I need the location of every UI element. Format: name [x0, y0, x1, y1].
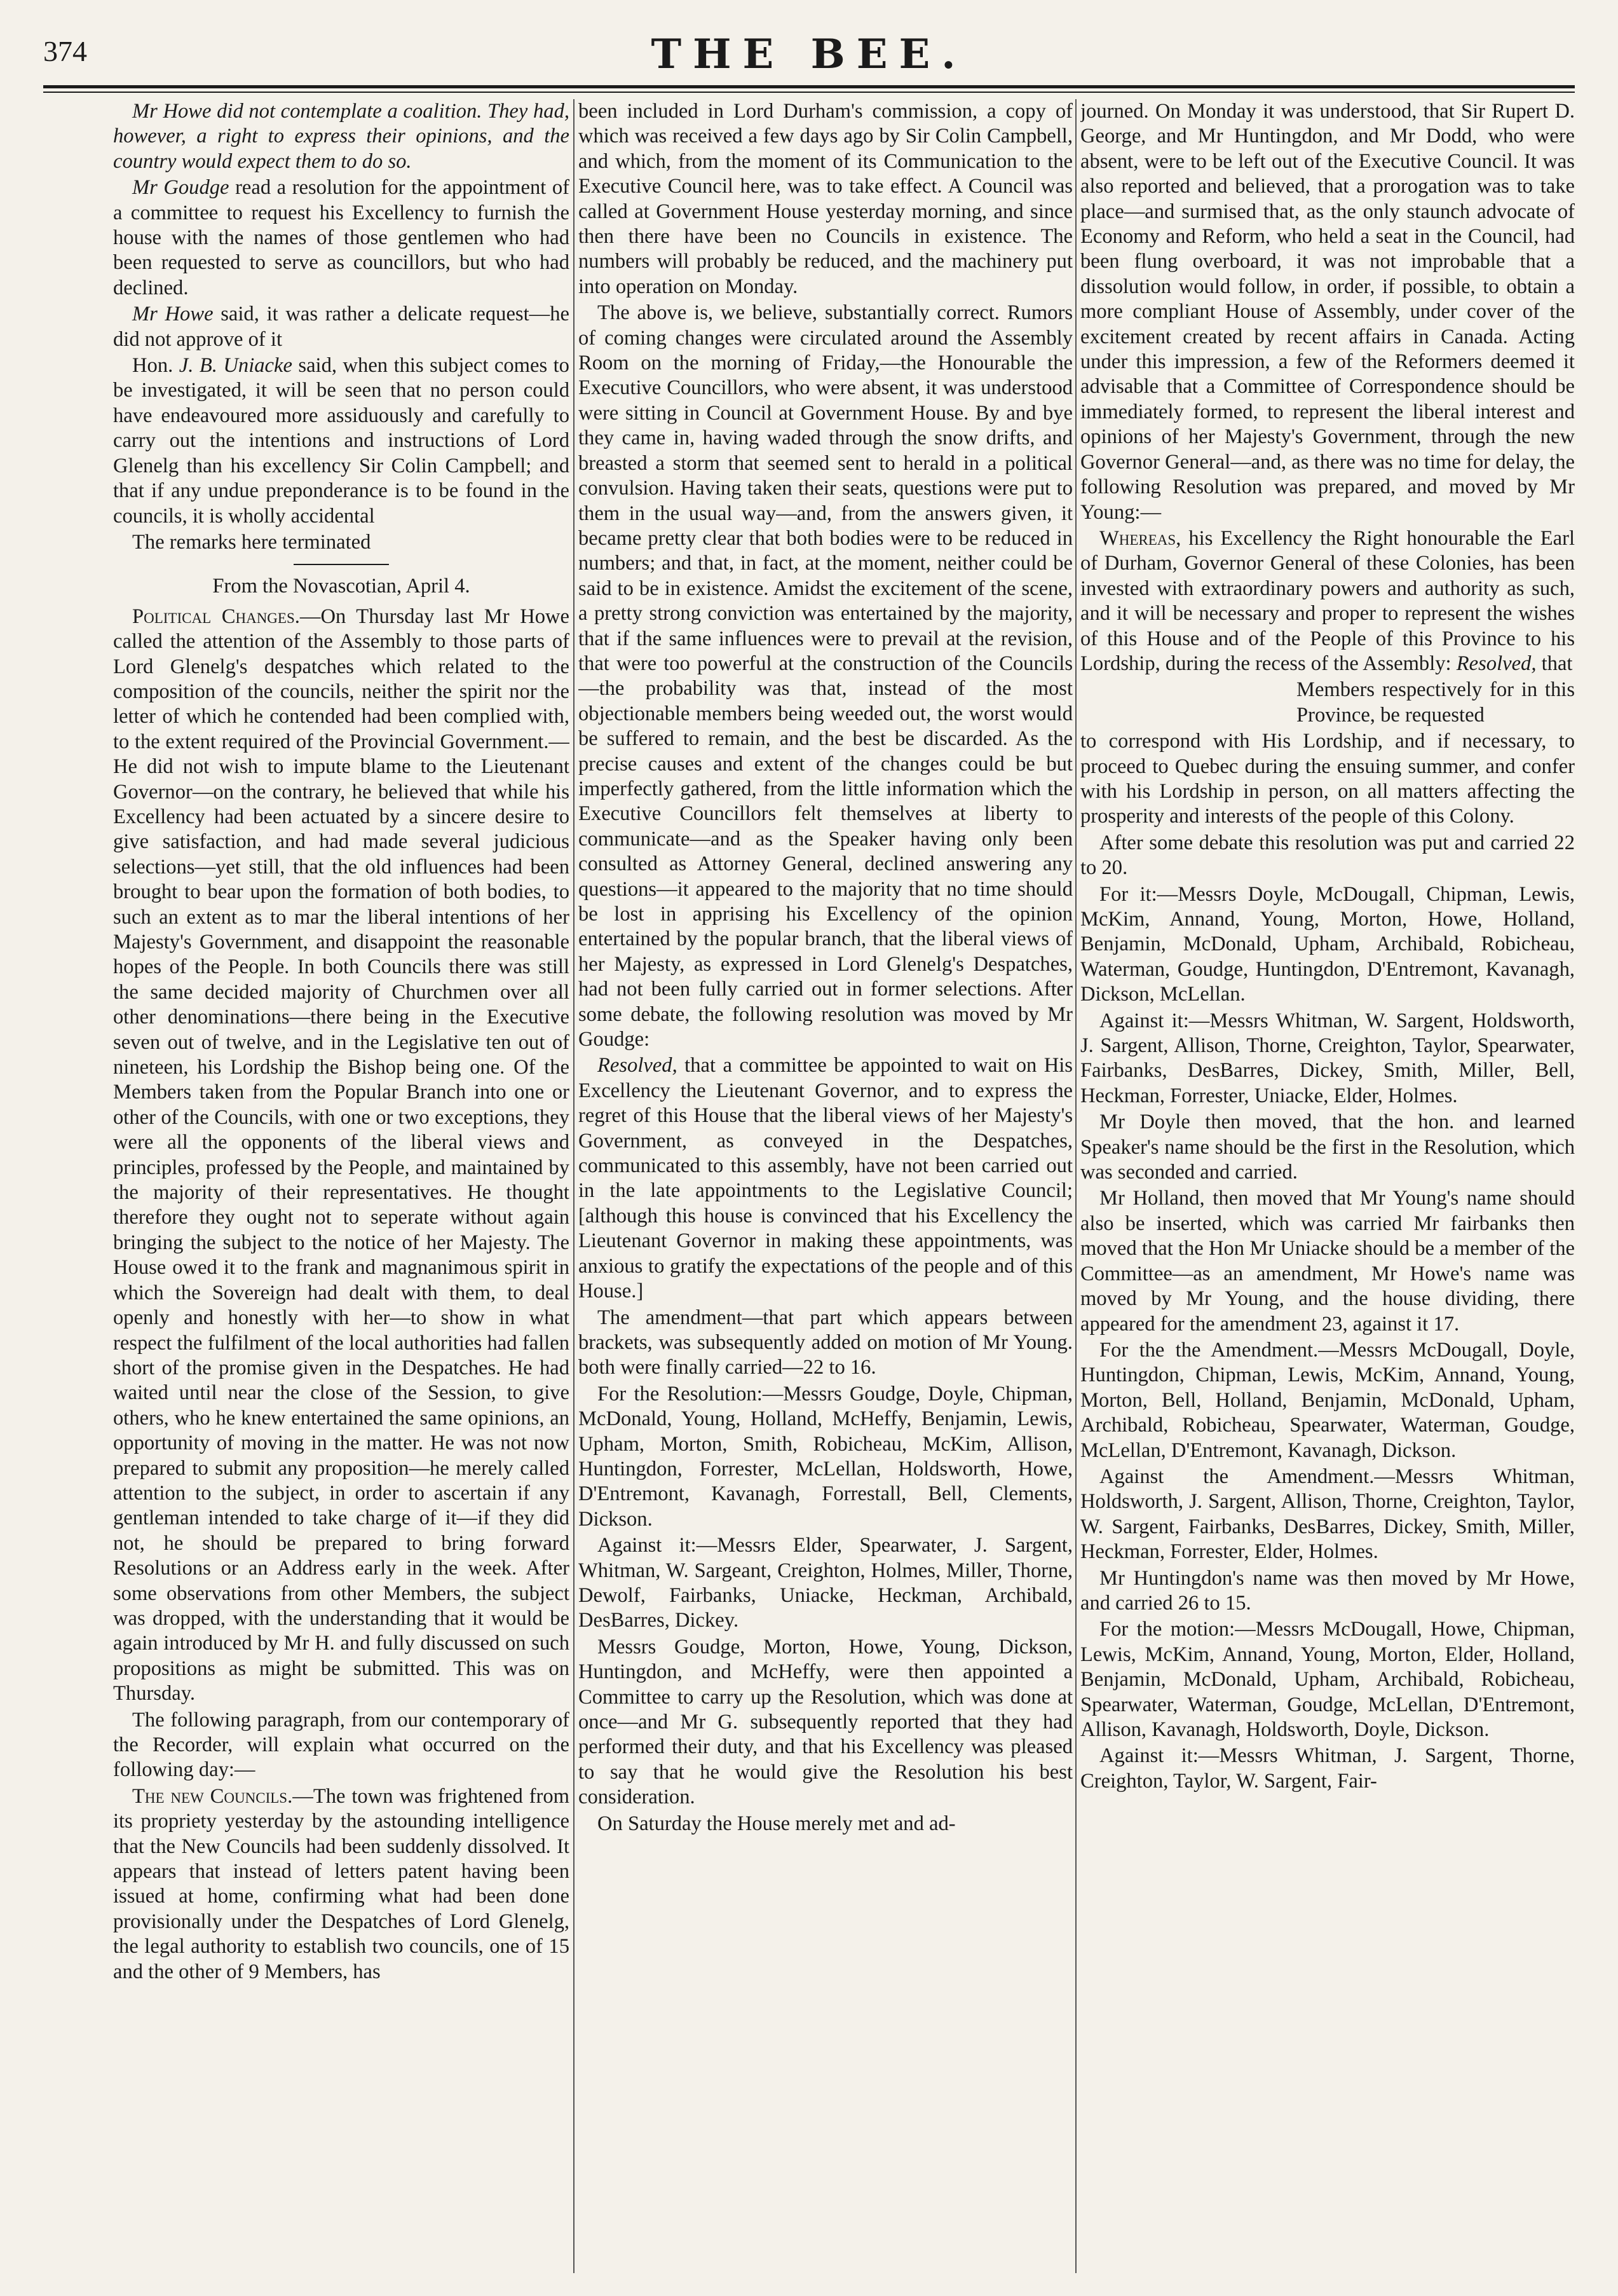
column-3: [1080, 99, 1575, 2273]
paragraph: Whereas, his Excellency the Right honourable the Earl of Durham, Governor General of these Colonies, has been invested with extraordinary powers and authority as such, and it will be necessary and proper to represent the wishes of this House and of the People of this Province to his Lordship, during the recess of the Assembly: Resolved, that: [1080, 526, 1575, 675]
paragraph: For it:—Messrs Doyle, McDougall, Chipman, Lewis, McKim, Annand, Young, Morton, Howe, Holland, Benjamin, McDonald, Upham, Archibald, Robicheau, Waterman, Goudge, Huntingdon, D'Entremont, Kavanagh, Dickson, McLellan.: [1080, 882, 1575, 1006]
newspaper-title: THE BEE.: [651, 31, 967, 78]
paragraph: For the the Amendment.—Messrs McDougall, Doyle, Huntingdon, Chipman, Lewis, McKim, Annand, Young, Morton, Bell, Holland, Benjamin, McDonald, Upham, Archibald, Robicheau, Spearwater, Waterman, Goudge, McLellan, D'Entremont, Kavanagh, Dickson.: [1080, 1338, 1575, 1462]
paragraph: Messrs Goudge, Morton, Howe, Young, Dickson, Huntingdon, and McHeffy, were then appointed a Committee to carry up the Resolution, which was done at once—and Mr G. subsequently reported that they had performed their duty, and that his Excellency was pleased to say that he would give the Resolution his best consideration.: [578, 1635, 1073, 1809]
paragraph: Members respectively for in this Province, be requested: [1296, 678, 1575, 727]
section-divider: [294, 564, 389, 565]
paragraph: The new Councils.—The town was frightened from its propriety yesterday by the astounding intelligence that the New Councils had been suddenly dissolved. It appears that instead of letters patent having been issued at home, confirming what had been done provisionally under the Despatches of Lord Glenelg, the legal authority to establish two councils, one of 15 and the other of 9 Members, has: [113, 1784, 569, 1983]
paragraph: to correspond with His Lordship, and if necessary, to proceed to Quebec during the ensuing summer, and confer with his Lordship in person, on all matters affecting the prosperity and interests of the people of this Colony.: [1080, 730, 1575, 828]
header-rule-thick: [43, 85, 1575, 88]
paragraph: The remarks here terminated: [132, 530, 371, 554]
source-line: From the Novascotian, April 4.: [212, 575, 470, 598]
paragraph: On Saturday the House merely met and ad-: [597, 1812, 956, 1835]
paragraph: been included in Lord Durham's commission, a copy of which was received a few days ago by Sir Colin Campbell, and which, from the moment of its Communication to the Executive Council here, was to take effect. A Council was called at Government House yesterday morning, and since then there have been no Councils in existence. The numbers will probably be reduced, and the machinery put into operation on Monday.: [578, 100, 1073, 298]
paragraph: journed. On Monday it was understood, that Sir Rupert D. George, and Mr Huntingdon, and Mr Dodd, who were absent, were to be left out of the Executive Council. It was also reported and believed, that a prorogation was to take place—and surmised that, as the only staunch advocate of Economy and Reform, who held a seat in the Council, had been flung overboard, it was not improbable that a dissolution would follow, in order, if possible, to obtain a more compliant House of Assembly, under cover of the excitement created by recent affairs in Canada. Acting under this impression, a few of the Reformers deemed it advisable that a Committee of Correspondence should be immediately formed, to represent the liberal interest and opinions of her Majesty's Government, through the new Governor General—and, as there was no time for delay, the following Resolution was prepared, and moved by Mr Young:—: [1080, 100, 1575, 524]
paragraph: For the Resolution:—Messrs Goudge, Doyle, Chipman, McDonald, Young, Holland, McHeffy, Benjamin, Lewis, Upham, Morton, Smith, Robicheau, McKim, Allison, Huntingdon, Forrester, McLellan, Holdsworth, Howe, D'Entremont, Kavanagh, Forrestall, Bell, Clements, Dickson.: [578, 1382, 1073, 1531]
paragraph: Mr Doyle then moved, that the hon. and learned Speaker's name should be the first in the Resolution, which was seconded and carried.: [1080, 1110, 1575, 1184]
paragraph: Against it:—Messrs Elder, Spearwater, J. Sargent, Whitman, W. Sargeant, Creighton, Holmes, Miller, Thorne, Dewolf, Fairbanks, Uniacke, Heckman, Archibald, DesBarres, Dickey.: [578, 1534, 1073, 1632]
paragraph: Political Changes.—On Thursday last Mr Howe called the attention of the Assembly to those parts of Lord Glenelg's despatches which related to the composition of the councils, neither the spirit nor the letter of which he contended had been complied with, to the extent required of the Provincial Government.—He did not wish to impute blame to the Lieutenant Governor—on the contrary, he believed that while his Excellency had been actuated by a sincere desire to give satisfaction, and had made several judicious selections—yet still, that the old influences had been brought to bear upon the formation of both bodies, to such an extent as to mar the liberal intentions of her Majesty's Government, and disappoint the reasonable hopes of the People. In both Councils there was still the same decided majority of Churchmen over all other denominations—there being in the Executive seven out of twelve, and in the Legislative ten out of nineteen, his Lordship the Bishop being one. Of the Members taken from the Popular Branch into one or other of the Councils, with one or two exceptions, they were all the opponents of the liberal views and principles, professed by the People, and maintained by the majority of their representatives. He thought therefore they ought not to seperate without again bringing the subject to the notice of her Majesty. The House owed it to the frank and magnanimous spirit in which the Sovereign had dealt with them, to deal openly and honestly with her—to show in what respect the fulfilment of the local authorities had fallen short of the promise given in the Despatches. He had waited until near the close of the Session, to give others, who he knew entertained the same opinions, an opportunity of moving in the matter. He was not now prepared to submit any proposition—he merely called attention to the subject, in order to ascertain if any gentleman intended to take charge of it—if they did not, he should be prepared to bring forward Resolutions or an Address early in the week. After some observations from other Members, the subject was dropped, with the understanding that it would be again introduced by Mr H. and fully discussed on such propositions as might be submitted. This was on Thursday.: [113, 605, 569, 1705]
paragraph: After some debate this resolution was put and carried 22 to 20.: [1080, 831, 1575, 880]
paragraph: Mr Howe did not contemplate a coalition. They had, however, a right to express their opinions, and the country would expect them to do so.: [113, 100, 569, 173]
column-divider-2: [1075, 99, 1077, 2273]
paragraph: The above is, we believe, substantially correct. Rumors of coming changes were circulated around the Assembly Room on the morning of Friday,—the Honourable the Executive Councillors, who were absent, it was understood were sitting in Council at Government House. By and bye they came in, having waded through the snow drifts, and breasted a storm that seemed sent to herald in a political convulsion. Having taken their seats, questions were put to them in the usual way—and, from the answers given, it became pretty clear that both bodies were to be reduced in numbers; and that, in fact, at the moment, neither could be said to be in existence. Amidst the excitement of the scene, a pretty strong conviction was entertained by the majority, that if the same influences were to prevail at the revision, that were too powerful at the construction of the Councils—the probability was that, instead of the most objectionable members being weeded out, the worst would be suffered to remain, and the best be discarded. As the precise causes and extent of the changes could be but imperfectly gathered, from the little information which the Executive Councillors felt themselves at liberty to communicate—and as the Speaker having only been consulted as Attorney General, declined answering any questions—it appeared to the majority that no time should be lost in apprising his Excellency of the opinion entertained by the popular branch, that the liberal views of her Majesty, as expressed in Lord Glenelg's Despatches, had not been fully carried out in former selections. After some debate, the following resolution was moved by Mr Goudge:: [578, 301, 1073, 1051]
masthead: [43, 31, 1575, 81]
paragraph: Against the Amendment.—Messrs Whitman, Holdsworth, J. Sargent, Allison, Thorne, Creighton, Taylor, W. Sargent, Fairbanks, DesBarres, Dickey, Smith, Miller, Heckman, Forrester, Elder, Holmes.: [1080, 1465, 1575, 1564]
page-number: 374: [43, 35, 87, 67]
header-rule-thin: [43, 92, 1575, 93]
paragraph: For the motion:—Messrs McDougall, Howe, Chipman, Lewis, McKim, Annand, Young, Morton, Elder, Holland, Benjamin, McDonald, Upham, Archibald, Robicheau, Spearwater, Waterman, Goudge, McLellan, D'Entremont, Allison, Kavanagh, Holdsworth, Doyle, Dickson.: [1080, 1618, 1575, 1741]
paragraph: Mr Holland, then moved that Mr Young's name should also be inserted, which was carried Mr fairbanks then moved that the Hon Mr Uniacke should be a member of the Committee—as an amendment, Mr Howe's name was moved by Mr Young, and the house dividing, there appeared for the amendment 23, against it 17.: [1080, 1187, 1575, 1336]
paragraph: Mr Goudge read a resolution for the appointment of a committee to request his Excellency to furnish the house with the names of those gentlemen who had been requested to serve as councillors, but who had declined.: [113, 176, 569, 299]
paragraph: Mr Huntingdon's name was then moved by Mr Howe, and carried 26 to 15.: [1080, 1566, 1575, 1615]
column-1: [113, 99, 569, 2273]
paragraph: Against it:—Messrs Whitman, J. Sargent, Thorne, Creighton, Taylor, W. Sargent, Fair-: [1080, 1744, 1575, 1793]
paragraph: Against it:—Messrs Whitman, W. Sargent, Holdsworth, J. Sargent, Allison, Thorne, Creighton, Taylor, Spearwater, Fairbanks, DesBarres, Dickey, Smith, Miller, Bell, Heckman, Forrester, Uniacke, Elder, Holmes.: [1080, 1009, 1575, 1107]
column-2: [578, 99, 1073, 2273]
paragraph: The following paragraph, from our contemporary of the Recorder, will explain what occurred on the following day:—: [113, 1708, 569, 1782]
column-divider-1: [573, 99, 574, 2273]
paragraph: Mr Howe said, it was rather a delicate request—he did not approve of it: [113, 303, 569, 351]
paragraph: The amendment—that part which appears between brackets, was subsequently added on motion of Mr Young. both were finally carried—22 to 16.: [578, 1306, 1073, 1379]
paragraph: Hon. J. B. Uniacke said, when this subject comes to be investigated, it will be seen that no person could have endeavoured more assiduously and carefully to carry out the intentions and instructions of Lord Glenelg than his excellency Sir Colin Campbell; and that if any undue preponderance is to be found in the councils, it is wholly accidental: [113, 354, 569, 528]
paragraph: Resolved, that a committee be appointed to wait on His Excellency the Lieutenant Governor, and to express the regret of this House that the liberal views of her Majesty's Government, as conveyed in the Despatches, communicated to this assembly, have not been carried out in the late appointments to the Legislative Council; [although this house is convinced that his Excellency the Lieutenant Governor in making these appointments, was anxious to gratify the expectations of the people and of this House.]: [578, 1054, 1073, 1303]
